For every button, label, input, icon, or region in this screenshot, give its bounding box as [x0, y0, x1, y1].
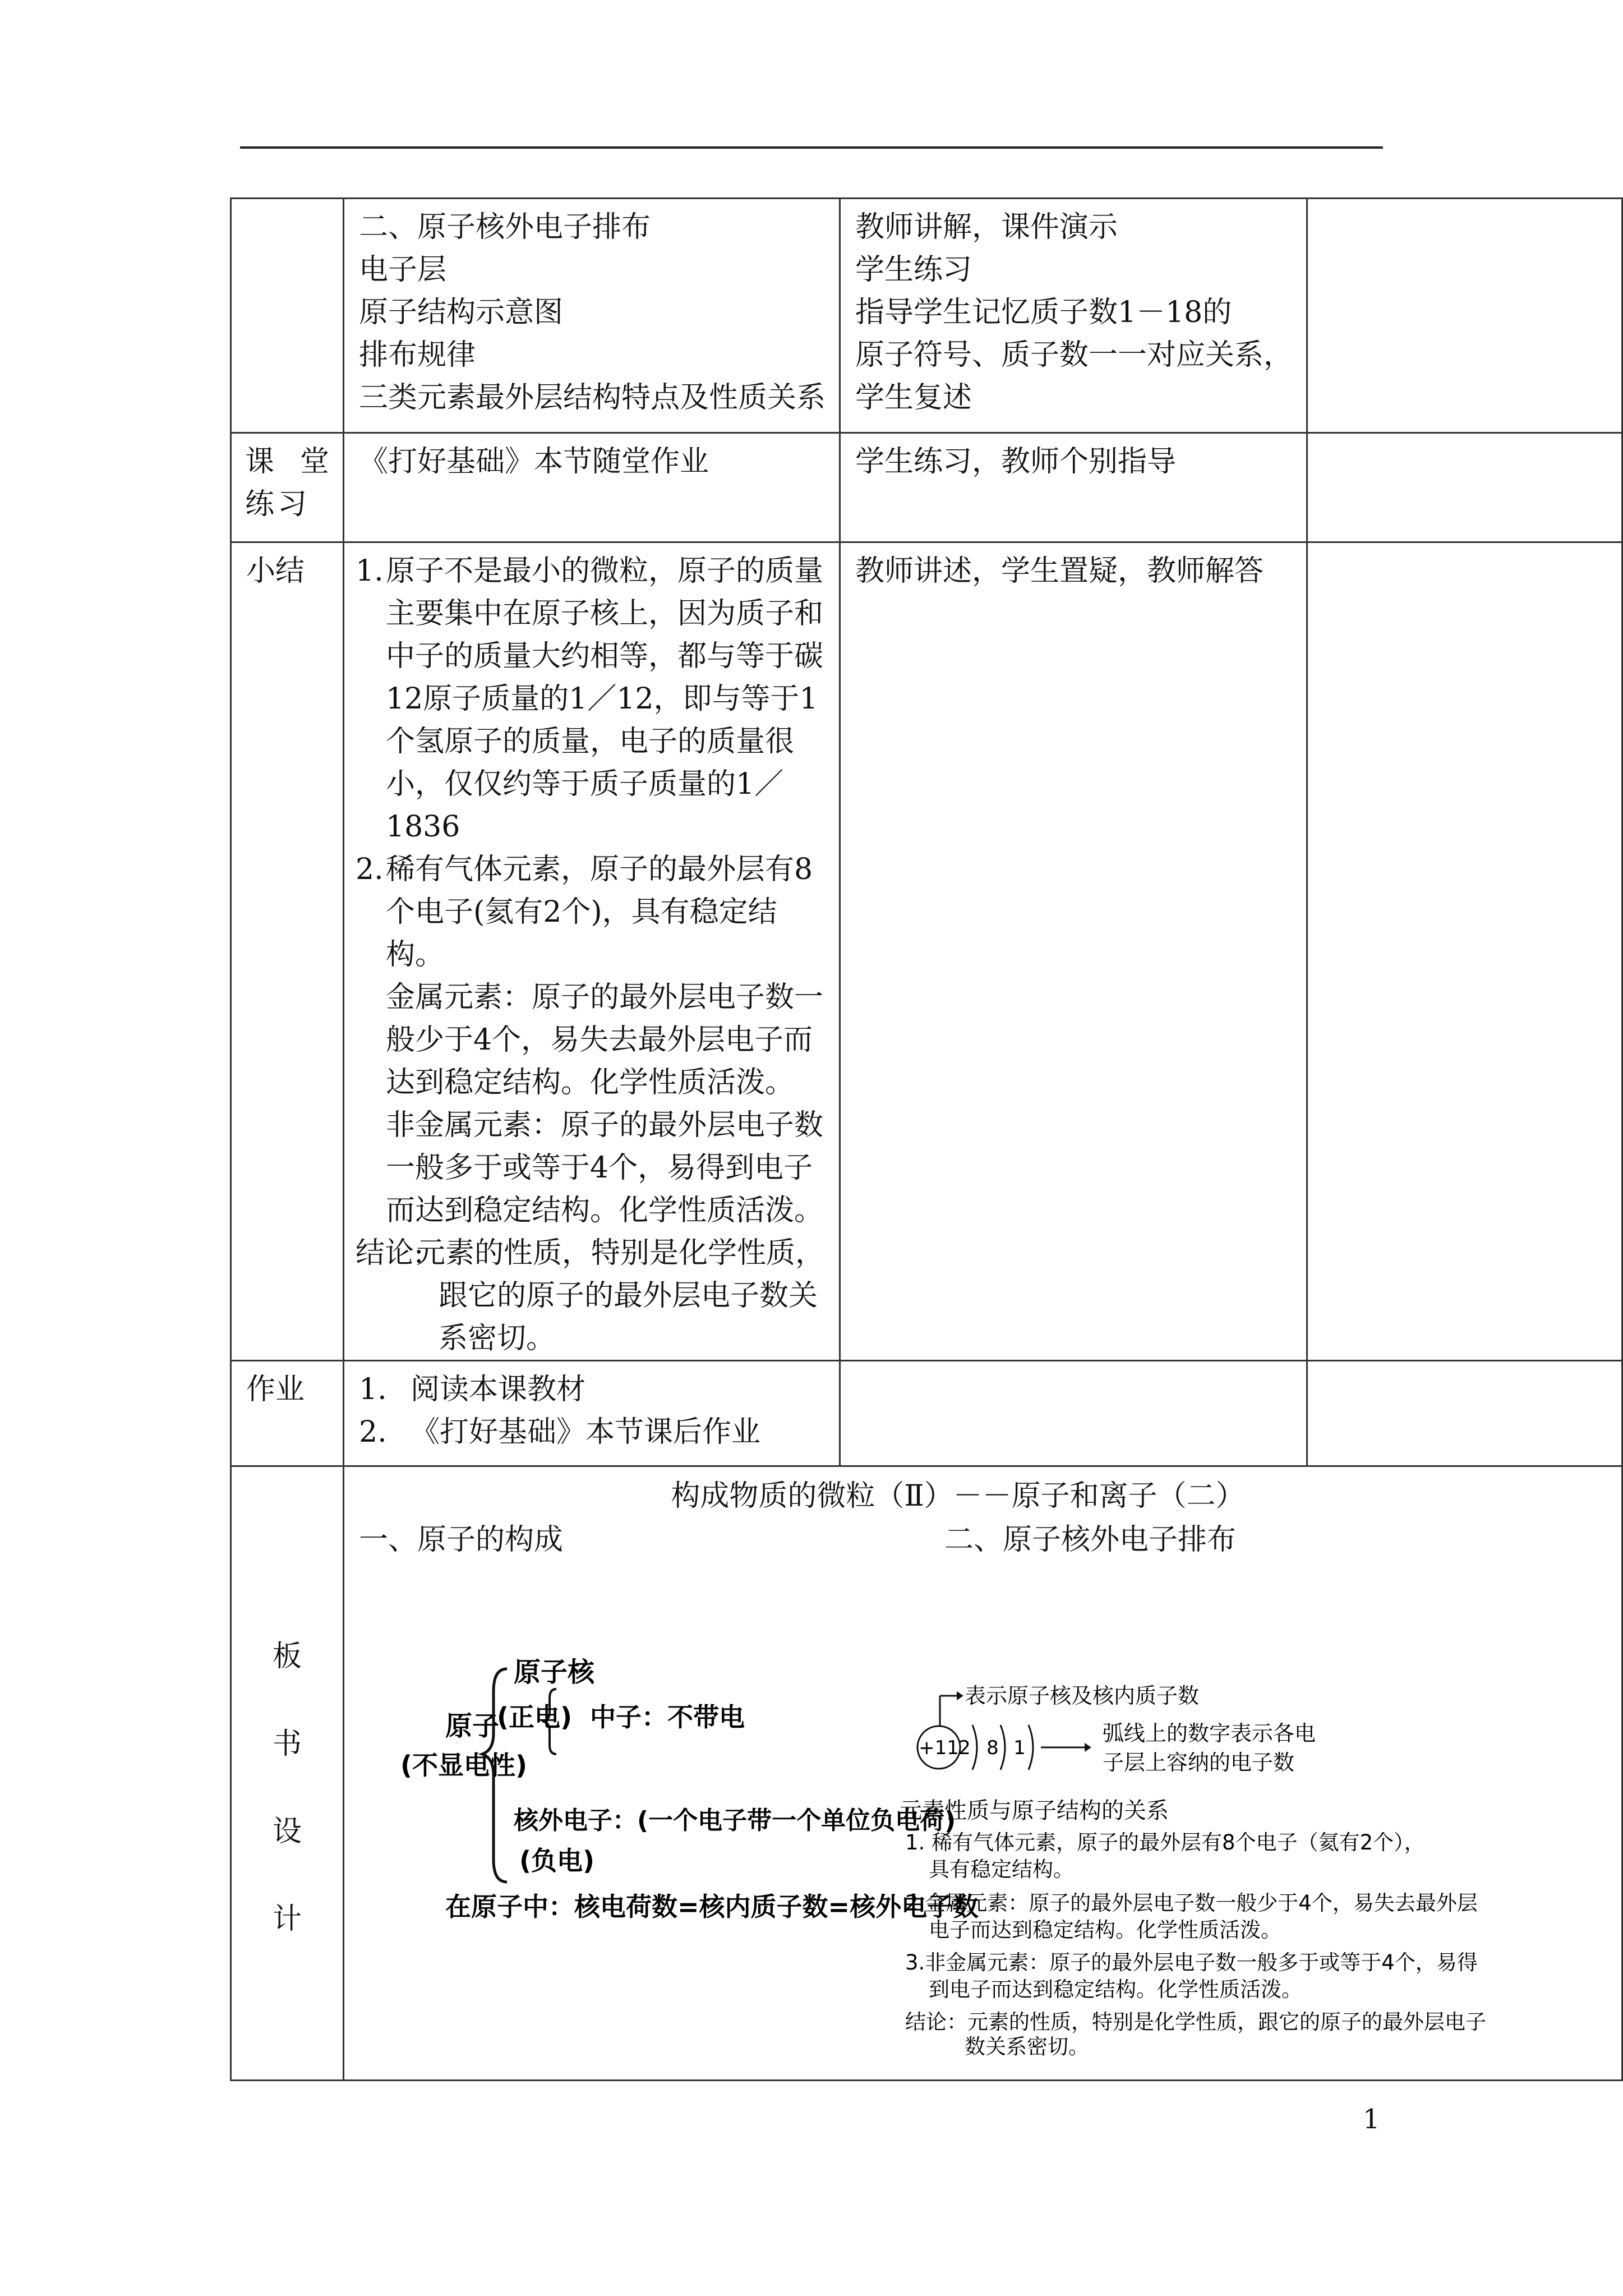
row-summary	[231, 542, 1622, 1361]
practice-label-char: 堂	[299, 445, 329, 478]
row-homework	[231, 1361, 1622, 1466]
homework-item-1	[359, 1368, 826, 1411]
row-practice-content-cell	[344, 433, 840, 542]
shell-arc	[972, 1725, 977, 1770]
summary-label: 小结	[246, 554, 305, 588]
pointer-arrowhead	[957, 1691, 963, 1700]
summary-item-text: 原子不是最小的微粒，原子的质量主要集中在原子核上，因为质子和中子的质量大约相等，都与等于碳12原子质量的1／12，即与等于1个氢原子的质量，电子的质量很小，仅仅约等于质子质量的1／1836	[386, 554, 824, 844]
practice-content: 《打好基础》本节随堂作业	[359, 445, 709, 478]
electron-charge-label: (负电)	[519, 1846, 595, 1876]
atom-label: 原子	[445, 1710, 500, 1742]
row-practice-method-cell	[840, 433, 1307, 542]
nucleus-label: 原子核	[514, 1657, 595, 1688]
method-line: 教师讲解，课件演示	[855, 210, 1118, 244]
practice-label-char: 练	[245, 487, 275, 521]
summary-item-text: 稀有气体元素，原子的最外层有8个电子(氦有2个)，具有稳定结构。	[386, 853, 813, 972]
row-homework-notes-cell	[1307, 1361, 1622, 1466]
content-line: 三类元素最外层结构特点及性质关系	[359, 381, 826, 415]
item-number: 1.	[356, 554, 384, 588]
method-line: 学生练习	[855, 253, 972, 287]
row-homework-content-cell	[344, 1361, 840, 1466]
page-number: 1	[1363, 2104, 1380, 2135]
electron-shell-diagram	[894, 1630, 1544, 2059]
lesson-plan-table	[230, 197, 1623, 2081]
row-arrangement-label-cell	[231, 199, 344, 433]
row-practice-notes-cell	[1307, 433, 1622, 542]
method-line: 学生复述	[855, 381, 972, 415]
shell-arrowhead	[1085, 1743, 1091, 1752]
practice-label-char: 课	[245, 445, 275, 478]
row-summary-label-cell	[231, 542, 344, 1361]
board-heading-right: 二、原子核外电子排布	[944, 1523, 1237, 1557]
practice-label-bottom	[245, 483, 307, 526]
summary-conclusion	[356, 1232, 829, 1274]
row-arrangement-content-cell	[344, 199, 840, 433]
conclusion-line: 元素的性质，特别是化学性质，	[416, 1236, 825, 1270]
atom-rule: 在原子中：核电荷数=核内质子数=核外电子数	[445, 1892, 979, 1922]
board-label	[232, 1467, 343, 1985]
relation-line: 到电子而达到稳定结构。化学性质活泼。	[929, 1977, 1302, 2001]
relation-line: 1. 稀有气体元素，原子的最外层有8个电子（氦有2个），	[905, 1830, 1425, 1855]
shell-number: 2	[958, 1737, 971, 1759]
annot-top: 表示原子核及核内质子数	[965, 1683, 1200, 1708]
summary-metal: 金属元素：原子的最外层电子数一般少于4个，易失去最外层电子而达到稳定结构。化学性质活泼。	[386, 981, 824, 1099]
shell-arc	[1000, 1725, 1005, 1770]
nucleus-charge-label: (正电)	[497, 1702, 573, 1732]
relation-title: 元素性质与原子结构的关系	[900, 1798, 1169, 1824]
practice-label-top	[245, 440, 329, 483]
row-summary-content-cell	[344, 542, 840, 1361]
row-practice	[231, 433, 1622, 542]
board-label-char: 设	[272, 1815, 302, 1848]
shell-number: 1	[1013, 1737, 1026, 1759]
board-label-char: 板	[272, 1640, 302, 1673]
electron-label: 核外电子：(一个电子带一个单位负电荷)	[514, 1806, 956, 1835]
board-label-char: 计	[272, 1902, 302, 1936]
annot-right-2: 子层上容纳的电子数	[1103, 1750, 1295, 1775]
row-homework-label-cell	[231, 1361, 344, 1466]
row-board-label-cell	[231, 1466, 344, 2081]
row-arrangement-method-cell	[840, 199, 1307, 433]
row-arrangement	[231, 199, 1622, 433]
summary-method: 教师讲述，学生置疑，教师解答	[855, 554, 1264, 588]
relation-line: 3.非金属元素：原子的最外层电子数一般多于或等于4个，易得	[905, 1950, 1478, 1975]
item-number: 2.	[356, 853, 384, 886]
conclusion-line: 跟它的原子的最外层电子数关	[439, 1279, 818, 1313]
practice-method: 学生练习，教师个别指导	[855, 445, 1177, 478]
row-board-content-cell	[344, 1466, 1622, 2081]
row-summary-notes-cell	[1307, 542, 1622, 1361]
nucleus-number: +11	[919, 1737, 959, 1759]
row-homework-method-cell	[840, 1361, 1307, 1466]
header-rule	[240, 146, 1383, 149]
summary-item-2	[356, 848, 829, 976]
atom-charge-label: (不显电性)	[400, 1750, 528, 1780]
row-summary-method-cell	[840, 542, 1307, 1361]
board-title: 构成物质的微粒（Ⅱ）－－原子和离子（二）	[671, 1479, 1245, 1513]
neutron-label: 中子：不带电	[590, 1702, 745, 1732]
relation-line: 2.金属元素：原子的最外层电子数一般少于4个，易失去最外层	[905, 1891, 1478, 1915]
summary-nonmetal: 非金属元素：原子的最外层电子数一般多于或等于4个，易得到电子而达到稳定结构。化学性质活泼。	[386, 1108, 824, 1227]
conclusion-label: 结论:	[356, 1236, 424, 1270]
method-line: 指导学生记忆质子数1－18的	[855, 296, 1232, 329]
board-heading-left: 一、原子的构成	[359, 1523, 564, 1557]
relation-line: 具有稳定结构。	[929, 1857, 1074, 1881]
homework-text: 《打好基础》本节课后作业	[411, 1415, 761, 1449]
method-line: 原子符号、质子数一一对应关系，	[855, 338, 1293, 372]
relation-line: 电子而达到稳定结构。化学性质活泼。	[929, 1918, 1281, 1942]
relation-line: 结论：元素的性质，特别是化学性质，跟它的原子的最外层电子	[905, 2010, 1486, 2034]
row-practice-label-cell	[231, 433, 344, 542]
homework-text: 阅读本课教材	[411, 1373, 586, 1406]
shell-arc	[1029, 1725, 1033, 1770]
content-line: 排布规律	[359, 338, 476, 372]
summary-item-1	[356, 550, 829, 848]
content-line: 二、原子核外电子排布	[359, 210, 651, 244]
board-label-char: 书	[272, 1727, 302, 1761]
content-line: 原子结构示意图	[359, 296, 564, 329]
annot-right-1: 弧线上的数字表示各电	[1103, 1721, 1316, 1746]
homework-item-2	[359, 1411, 826, 1453]
relation-line: 数关系密切。	[965, 2035, 1089, 2059]
shell-number: 8	[986, 1737, 999, 1759]
item-number: 2.	[359, 1415, 387, 1449]
item-number: 1.	[359, 1373, 387, 1406]
homework-label: 作业	[246, 1373, 305, 1406]
conclusion-line: 系密切。	[439, 1322, 556, 1355]
row-arrangement-notes-cell	[1307, 199, 1622, 433]
practice-label-char: 习	[277, 487, 307, 521]
row-board	[231, 1466, 1622, 2081]
content-line: 电子层	[359, 253, 447, 287]
